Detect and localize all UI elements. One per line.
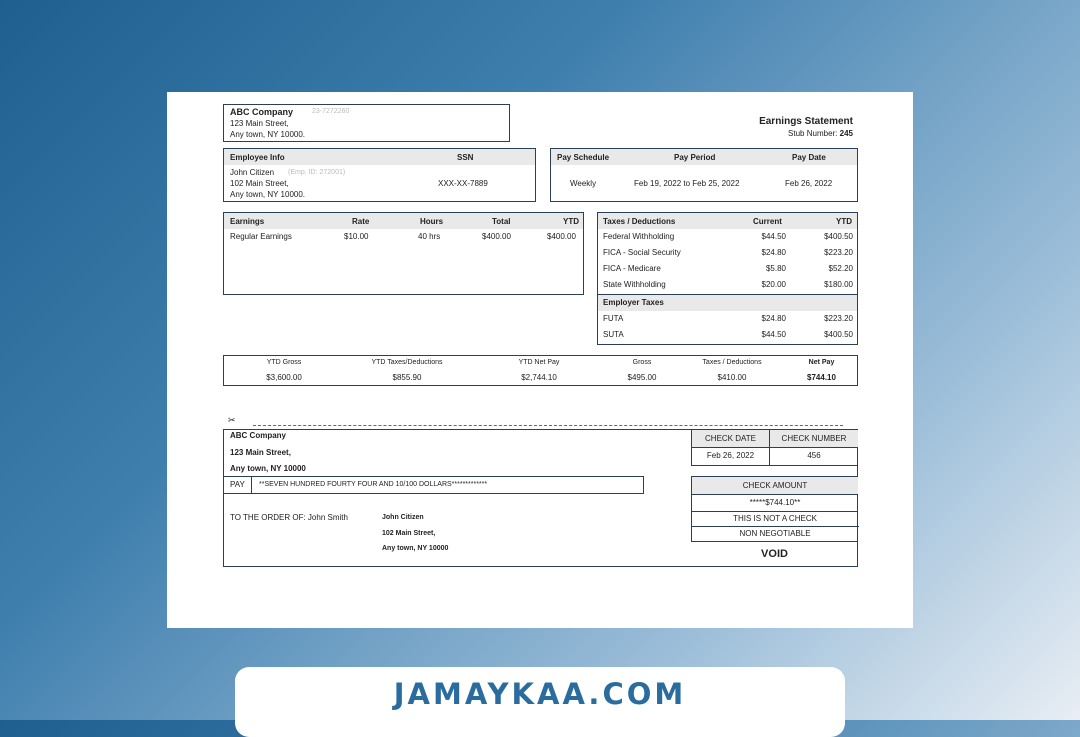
earnings-row-label: Regular Earnings xyxy=(230,232,292,241)
summary-ytd-gross-label: YTD Gross xyxy=(266,359,302,366)
employee-ssn: XXX-XX-7889 xyxy=(438,179,488,188)
tax-suta-ytd: $400.50 xyxy=(824,330,853,339)
taxes-col-current: Current xyxy=(753,217,782,226)
pay-stub-paper xyxy=(167,92,913,628)
pay-line-divider xyxy=(251,477,252,494)
payee-address2: Any town, NY 10000 xyxy=(382,545,449,552)
check-date-value: Feb 26, 2022 xyxy=(706,451,755,460)
employee-info-title: Employee Info xyxy=(230,153,285,162)
stub-number-label: Stub Number: xyxy=(788,129,838,138)
employee-id: (Emp. ID: 272001) xyxy=(288,169,346,176)
earnings-col-hours: Hours xyxy=(420,217,444,226)
check-company-name: ABC Company xyxy=(230,431,287,440)
summary-ytd-gross-value: $3,600.00 xyxy=(266,373,302,382)
earnings-row-ytd: $400.00 xyxy=(547,232,576,241)
check-amount-box xyxy=(691,476,858,512)
check-company-address1: 123 Main Street, xyxy=(230,448,291,457)
taxes-col-ytd: YTD xyxy=(836,217,852,226)
void-text: VOID xyxy=(761,548,788,560)
summary-gross-label: Gross xyxy=(632,359,652,366)
pay-date-title: Pay Date xyxy=(792,153,826,162)
pay-label: PAY xyxy=(230,480,245,489)
summary-ytd-taxes-value: $855.90 xyxy=(392,373,422,382)
summary-taxes-label: Taxes / Deductions xyxy=(702,359,762,366)
summary-gross-value: $495.00 xyxy=(627,373,657,382)
check-date-label: CHECK DATE xyxy=(705,434,756,443)
not-a-check-divider xyxy=(692,526,859,527)
summary-taxes-value: $410.00 xyxy=(717,373,747,382)
stub-number xyxy=(788,129,853,138)
summary-net-pay-value: $744.10 xyxy=(807,373,836,382)
ssn-header: SSN xyxy=(457,153,474,162)
employee-name: John Citizen xyxy=(230,168,275,177)
tax-federal-current: $44.50 xyxy=(761,232,786,241)
order-of-line: TO THE ORDER OF: John Smith xyxy=(230,513,348,522)
earnings-col-rate: Rate xyxy=(352,217,370,226)
employee-address-line1: 102 Main Street, xyxy=(230,179,289,188)
tax-ss-current: $24.80 xyxy=(761,248,786,257)
tax-futa-label: FUTA xyxy=(603,314,624,323)
summary-ytd-net-value: $2,744.10 xyxy=(521,373,557,382)
payee-address1: 102 Main Street, xyxy=(382,530,436,537)
tax-futa-ytd: $223.20 xyxy=(824,314,853,323)
summary-ytd-taxes-label: YTD Taxes/Deductions xyxy=(371,359,443,366)
summary-box xyxy=(223,355,858,386)
summary-ytd-net-label: YTD Net Pay xyxy=(518,359,560,366)
employer-taxes-title: Employer Taxes xyxy=(603,298,664,307)
taxes-table xyxy=(597,212,858,345)
earnings-header xyxy=(224,213,583,229)
scissors-icon: ✂ xyxy=(228,415,236,425)
tax-medicare-label: FICA - Medicare xyxy=(603,264,661,273)
tax-federal-ytd: $400.50 xyxy=(824,232,853,241)
pay-schedule-box xyxy=(550,148,858,202)
check-amount-value: *****$744.10** xyxy=(749,498,801,507)
earnings-col-ytd: YTD xyxy=(563,217,579,226)
site-banner xyxy=(235,667,845,737)
summary-net-pay-label: Net Pay xyxy=(808,359,835,366)
earnings-col-earnings: Earnings xyxy=(230,217,265,226)
company-tax-id: 23-7272260 xyxy=(312,108,350,115)
pay-amount-words: **SEVEN HUNDRED FOURTY FOUR AND 10/100 DOLLARS************* xyxy=(259,481,488,488)
tax-state-current: $20.00 xyxy=(761,280,786,289)
tax-suta-current: $44.50 xyxy=(761,330,786,339)
company-name: ABC Company xyxy=(230,107,294,117)
employee-info-box xyxy=(223,148,536,202)
tax-state-ytd: $180.00 xyxy=(824,280,853,289)
statement-title: Earnings Statement xyxy=(759,116,853,127)
cut-line xyxy=(253,425,843,426)
company-address-line1: 123 Main Street, xyxy=(230,119,289,128)
earnings-table xyxy=(223,212,584,295)
check-box xyxy=(223,429,858,567)
not-a-check-text: THIS IS NOT A CHECK xyxy=(733,514,817,523)
tax-futa-current: $24.80 xyxy=(761,314,786,323)
employee-address-line2: Any town, NY 10000. xyxy=(230,190,306,199)
pay-line-box xyxy=(224,476,644,494)
not-a-check-box xyxy=(691,511,858,542)
check-number-value: 456 xyxy=(807,451,821,460)
company-box xyxy=(223,104,510,142)
earnings-row-hours: 40 hrs xyxy=(418,232,441,241)
pay-date-value: Feb 26, 2022 xyxy=(785,179,833,188)
non-negotiable-text: NON NEGOTIABLE xyxy=(739,529,811,538)
earnings-row-total: $400.00 xyxy=(482,232,511,241)
check-number-label: CHECK NUMBER xyxy=(781,434,847,443)
tax-medicare-ytd: $52.20 xyxy=(828,264,853,273)
check-amount-label: CHECK AMOUNT xyxy=(742,481,808,490)
tax-federal-label: Federal Withholding xyxy=(603,232,675,241)
company-address-line2: Any town, NY 10000. xyxy=(230,130,306,139)
check-date-number-box xyxy=(691,430,858,466)
pay-schedule-title: Pay Schedule xyxy=(557,153,610,162)
earnings-row-rate: $10.00 xyxy=(344,232,369,241)
pay-period-value: Feb 19, 2022 to Feb 25, 2022 xyxy=(634,179,740,188)
pay-schedule-value: Weekly xyxy=(570,179,597,188)
taxes-col-label: Taxes / Deductions xyxy=(603,217,676,226)
pay-period-title: Pay Period xyxy=(674,153,716,162)
stub-number-value: 245 xyxy=(839,129,853,138)
tax-state-label: State Withholding xyxy=(603,280,666,289)
tax-medicare-current: $5.80 xyxy=(765,264,786,273)
site-name[interactable]: JAMAYKAA.COM xyxy=(393,677,687,711)
tax-suta-label: SUTA xyxy=(603,330,624,339)
check-company-address2: Any town, NY 10000 xyxy=(230,464,306,473)
tax-ss-label: FICA - Social Security xyxy=(603,248,681,257)
earnings-col-total: Total xyxy=(492,217,511,226)
payee-name: John Citizen xyxy=(382,514,424,521)
tax-ss-ytd: $223.20 xyxy=(824,248,853,257)
